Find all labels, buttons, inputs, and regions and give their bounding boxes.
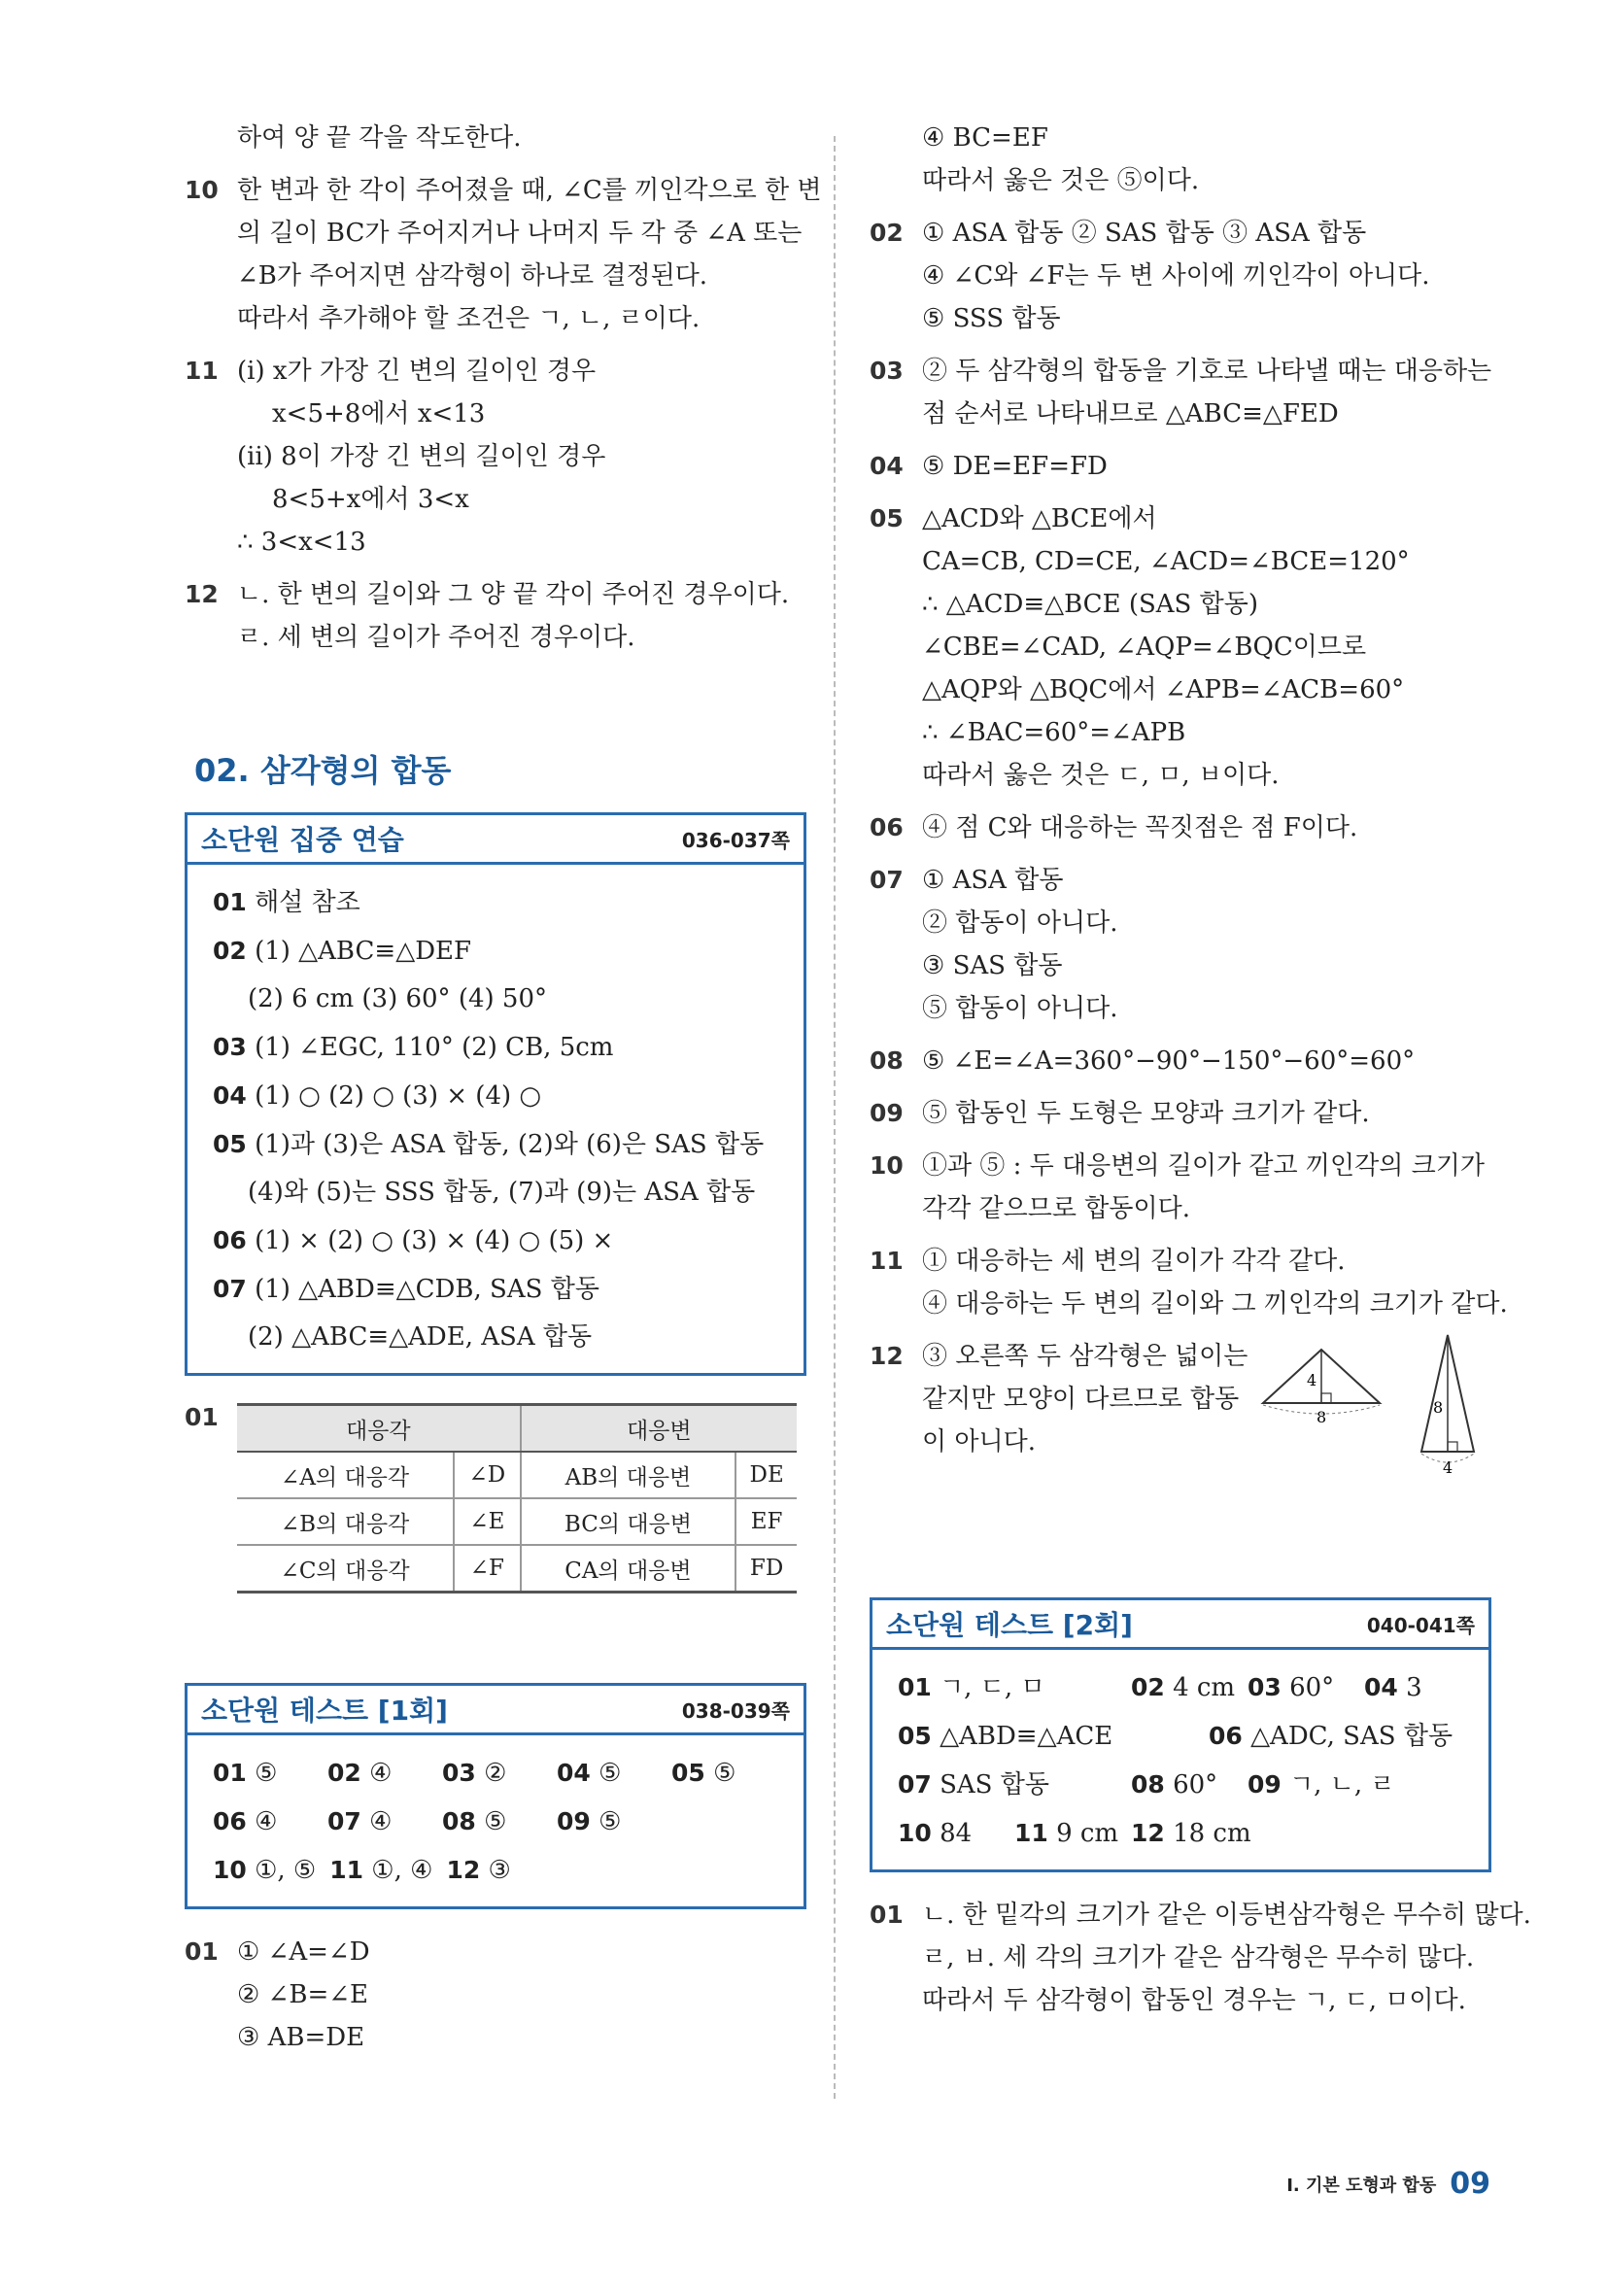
answer-09: 09 ⑤ 합동인 두 도형은 모양과 크기가 같다. <box>870 1092 1491 1135</box>
box-body <box>872 1650 1488 1869</box>
box-test-1 <box>185 1683 806 1909</box>
triangle-figure-wide <box>1258 1345 1385 1422</box>
carry-line: 하여 양 끝 각을 작도한다. <box>237 123 522 153</box>
figure-label: 4 <box>1443 1458 1453 1476</box>
question-number: 06 <box>213 1226 247 1254</box>
answer-11: 11 ① 대응하는 세 변의 길이가 각각 같다. ④ 대응하는 두 변의 길이와 그 끼인각의 크기가 같다. <box>870 1240 1491 1325</box>
answer-10: 10 ①과 ⑤ : 두 대응변의 길이가 같고 끼인각의 크기가 각각 같으므로 합동이다. <box>870 1145 1491 1230</box>
question-number: 10 <box>870 1151 904 1180</box>
answer-row <box>213 1798 782 1846</box>
answer-cell: 03 60° <box>1248 1673 1335 1702</box>
answer-line: 05 (1)과 (3)은 ASA 합동, (2)와 (6)은 SAS 합동 <box>213 1130 765 1159</box>
box-title: 소단원 테스트 [2회] <box>886 1609 1133 1641</box>
table-row: ∠B의 대응각 ∠E BC의 대응변 EF <box>237 1498 797 1545</box>
answer-line: 03 (1) ∠EGC, 110° (2) CB, 5cm <box>213 1033 614 1062</box>
question-number: 01 <box>185 1937 219 1966</box>
question-number: 03 <box>870 357 904 385</box>
question-number: 12 <box>185 580 219 608</box>
correspondence-table-block <box>185 1403 806 1593</box>
table-row: ∠A의 대응각 ∠D AB의 대응변 DE <box>237 1452 797 1498</box>
question-number: 11 <box>870 1247 904 1275</box>
answer-row <box>898 1809 1467 1858</box>
answer-line: 02 (1) △ABC≡△DEF <box>213 937 472 966</box>
answer-02: 02 ① ASA 합동 ② SAS 합동 ③ ASA 합동 ④ ∠C와 ∠F는 두 변 사이에 끼인각이 아니다. ⑤ SSS 합동 <box>870 212 1491 340</box>
answer-cell: 05 △ABD≡△ACE <box>898 1722 1113 1751</box>
box-title: 소단원 집중 연습 <box>201 824 404 856</box>
question-number: 07 <box>870 866 904 894</box>
answer-cell: 04 3 <box>1364 1673 1422 1702</box>
answer-cell: 02 4 cm <box>1131 1673 1236 1702</box>
answer-cell: 07 SAS 합동 <box>898 1770 1049 1799</box>
answer-05: 05 △ACD와 △BCE에서 CA=CB, CD=CE, ∠ACD=∠BCE=120° ∴ △ACD≡△BCE (SAS 합동) ∠CBE=∠CAD, ∠AQP=∠BQC이므로 △AQP와 △BQC에서 ∠APB=∠ACB=60° ∴ ∠BAC=60°=∠APB 따라서 옳은 것은 ㄷ, ㅁ, ㅂ이다. <box>870 497 1491 797</box>
answer-06: 06 ④ 점 C와 대응하는 꼭짓점은 점 F이다. <box>870 806 1491 849</box>
box-header <box>188 1686 804 1735</box>
answer-row <box>898 1663 1467 1712</box>
answer-cell: 01 ㄱ, ㄷ, ㅁ <box>898 1673 1045 1702</box>
box-body <box>188 1735 804 1906</box>
answer-cell: 07 ④ <box>327 1807 393 1836</box>
section-title: 02. 삼각형의 합동 <box>194 752 452 789</box>
question-number: 09 <box>870 1099 904 1127</box>
chapter-label: Ⅰ. 기본 도형과 합동 <box>1286 2175 1437 2196</box>
figure-label: 8 <box>1316 1408 1327 1422</box>
box-practice <box>185 812 806 1376</box>
box-header <box>872 1600 1488 1650</box>
left-column <box>185 117 822 2069</box>
question-number: 04 <box>213 1081 247 1110</box>
page-footer <box>1286 2167 1490 2201</box>
answer-row <box>898 1712 1467 1761</box>
answer-line: (2) 6 cm (3) 60° (4) 50° <box>248 984 548 1013</box>
question-number: 02 <box>213 937 247 965</box>
answer-cell: 01 ⑤ <box>213 1759 278 1788</box>
answer-row <box>213 1846 782 1895</box>
answer-08: 08 ⑤ ∠E=∠A=360°−90°−150°−60°=60° <box>870 1040 1491 1082</box>
answer-line: 06 (1) × (2) ○ (3) × (4) ○ (5) × <box>213 1226 614 1255</box>
answer-cell: 04 ⑤ <box>557 1759 622 1788</box>
answer-cell: 11 ①, ④ <box>329 1856 433 1885</box>
answer-line: (2) △ABC≡△ADE, ASA 합동 <box>248 1322 593 1352</box>
answer-12: 12 ㄴ. 한 변의 길이와 그 양 끝 각이 주어진 경우이다. ㄹ. 세 변의 길이가 주어진 경우이다. <box>185 573 806 659</box>
table-header: 대응변 <box>521 1405 797 1453</box>
figure-label: 4 <box>1307 1371 1317 1389</box>
page-number: 09 <box>1450 2167 1490 2201</box>
answer-12-right: 12 ③ 오른쪽 두 삼각형은 넓이는 같지만 모양이 다르므로 합동 이 아니다. 4 8 8 4 <box>870 1335 1491 1481</box>
box-title: 소단원 테스트 [1회] <box>201 1695 448 1727</box>
carry-lines: ④ BC=EF 따라서 옳은 것은 ⑤이다. <box>922 123 1200 195</box>
box-pages: 038-039쪽 <box>681 1698 790 1723</box>
answer-cell: 10 ①, ⑤ <box>213 1856 317 1885</box>
question-number: 04 <box>870 452 904 480</box>
box-pages: 040-041쪽 <box>1366 1613 1475 1637</box>
box-pages: 036-037쪽 <box>681 828 790 852</box>
answer-line: 04 (1) ○ (2) ○ (3) × (4) ○ <box>213 1081 542 1111</box>
column-divider <box>834 136 836 2099</box>
question-number: 05 <box>213 1130 247 1158</box>
question-number: 08 <box>870 1046 904 1075</box>
answer-11: 11 (ⅰ) x가 가장 긴 변의 길이인 경우 x<5+8에서 x<13 (ⅱ) 8이 가장 긴 변의 길이인 경우 8<5+x에서 3<x ∴ 3<x<13 <box>185 350 806 564</box>
question-number: 02 <box>870 219 904 247</box>
answer-cell: 10 84 <box>898 1819 973 1848</box>
answer-cell: 06 △ADC, SAS 합동 <box>1209 1722 1453 1751</box>
question-number: 03 <box>213 1033 247 1061</box>
answer-04: 04 ⑤ DE=EF=FD <box>870 445 1491 488</box>
answer-cell: 05 ⑤ <box>671 1759 736 1788</box>
question-number: 11 <box>185 357 219 385</box>
question-number: 01 <box>213 888 247 916</box>
right-column <box>870 117 1531 2032</box>
answer-cell: 03 ② <box>442 1759 507 1788</box>
triangle-figure-tall <box>1414 1330 1482 1476</box>
question-number: 06 <box>870 813 904 841</box>
answer-cell: 02 ④ <box>327 1759 393 1788</box>
answer-10: 10 한 변과 한 각이 주어졌을 때, ∠C를 끼인각으로 한 변 의 길이 BC가 주어지거나 나머지 두 각 중 ∠A 또는 ∠B가 주어지면 삼각형이 하나로 결정된다. 따라서 추가해야 할 조건은 ㄱ, ㄴ, ㄹ이다. <box>185 169 806 340</box>
answer-row <box>898 1761 1467 1809</box>
question-number: 07 <box>213 1275 247 1303</box>
figure-label: 8 <box>1433 1398 1444 1417</box>
box-test-2 <box>870 1597 1491 1872</box>
answer-07: 07 ① ASA 합동 ② 합동이 아니다. ③ SAS 합동 ⑤ 합동이 아니다. <box>870 859 1491 1030</box>
question-number: 01 <box>185 1403 219 1431</box>
question-number: 12 <box>870 1342 904 1370</box>
answer-row <box>213 1749 782 1798</box>
table-row: ∠C의 대응각 ∠F CA의 대응변 FD <box>237 1545 797 1593</box>
answer-cell: 09 ⑤ <box>557 1807 622 1836</box>
answer-cell: 06 ④ <box>213 1807 278 1836</box>
answer-cell: 08 ⑤ <box>442 1807 507 1836</box>
box-body <box>188 865 804 1373</box>
question-number: 10 <box>185 176 219 204</box>
box-header <box>188 815 804 865</box>
answer-cell: 09 ㄱ, ㄴ, ㄹ <box>1248 1770 1395 1799</box>
correspondence-table <box>237 1403 797 1593</box>
answer-line: 07 (1) △ABD≡△CDB, SAS 합동 <box>213 1275 599 1304</box>
solution-01-right: 01 ㄴ. 한 밑각의 크기가 같은 이등변삼각형은 무수히 많다. ㄹ, ㅂ. 세 각의 크기가 같은 삼각형은 무수히 많다. 따라서 두 삼각형이 합동인 경우는 ㄱ, ㄷ, ㅁ이다. <box>870 1894 1491 2022</box>
answer-cell: 12 18 cm <box>1131 1819 1251 1848</box>
table-header: 대응각 <box>237 1405 521 1453</box>
answer-line: 01 해설 참조 <box>213 888 360 917</box>
answer-03: 03 ② 두 삼각형의 합동을 기호로 나타낼 때는 대응하는 점 순서로 나타내므로 △ABC≡△FED <box>870 350 1491 435</box>
question-number: 01 <box>870 1901 904 1929</box>
question-number: 05 <box>870 504 904 532</box>
solution-01: 01 ① ∠A=∠D ② ∠B=∠E ③ AB=DE <box>185 1931 806 2059</box>
answer-cell: 08 60° <box>1131 1770 1218 1799</box>
answer-cell: 12 ③ <box>446 1856 511 1885</box>
answer-cell: 11 9 cm <box>1014 1819 1119 1848</box>
answer-line: (4)와 (5)는 SSS 합동, (7)과 (9)는 ASA 합동 <box>248 1178 756 1207</box>
